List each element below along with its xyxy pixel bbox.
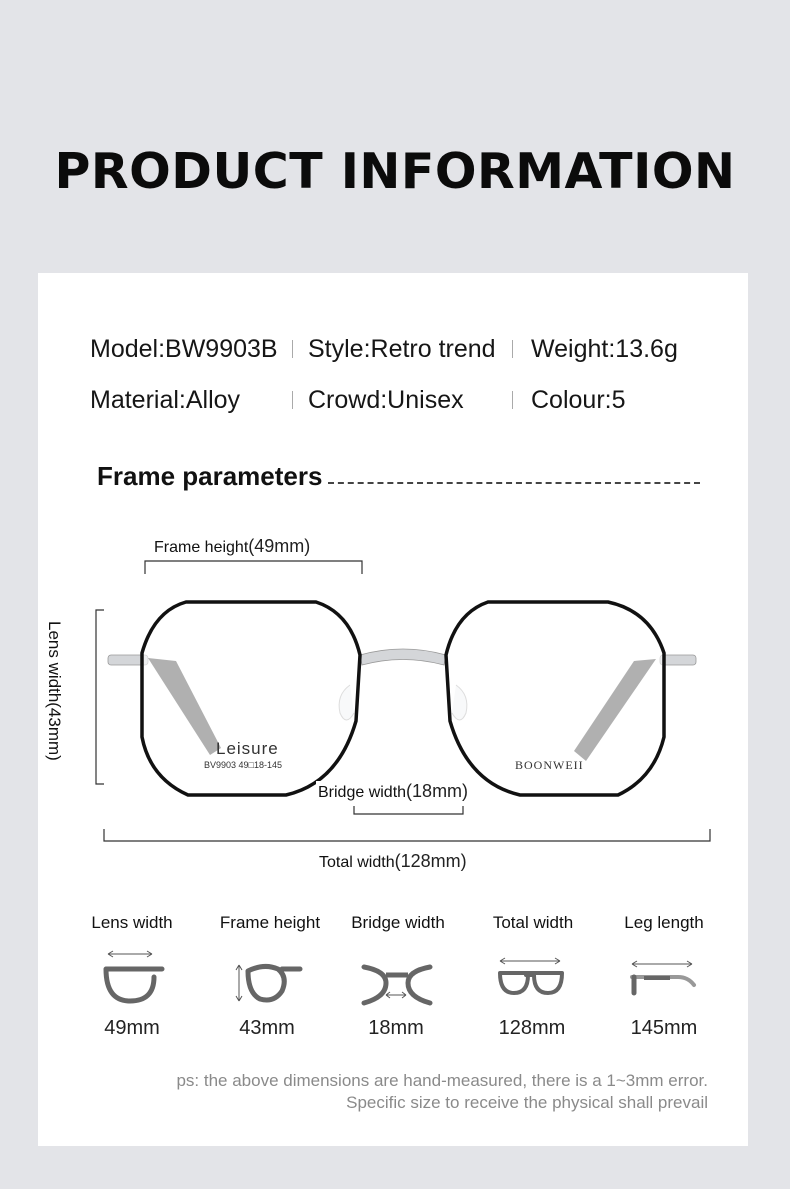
bridge-width-value: (18mm) — [406, 781, 469, 801]
total-width-icon — [500, 958, 562, 993]
measure-label-lens-width: Lens width — [91, 913, 173, 932]
bridge-width-text: Bridge width — [318, 784, 407, 801]
disclaimer-line-1: ps: the above dimensions are hand-measured, there is a 1~3mm error. — [176, 1071, 708, 1090]
bridge-width-icon — [364, 967, 430, 1003]
frame-height-text: Frame height — [154, 539, 249, 556]
spec-material: Material:Alloy — [90, 386, 241, 414]
spec-model: Model:BW9903B — [90, 335, 278, 363]
lens-width-icon — [106, 951, 162, 1001]
spec-colour: Colour:5 — [531, 386, 626, 414]
total-width-text: Total width — [319, 854, 395, 871]
measure-label-bridge-width: Bridge width — [351, 913, 445, 932]
disclaimer-line-2: Specific size to receive the physical shall prevail — [346, 1093, 708, 1112]
measure-value-leg-length: 145mm — [630, 1017, 698, 1039]
measure-label-frame-height: Frame height — [219, 913, 321, 932]
spec-crowd: Crowd:Unisex — [308, 386, 464, 414]
total-width-value: (128mm) — [394, 851, 467, 871]
page-title: PRODUCT INFORMATION — [54, 143, 736, 200]
frame-height-value: (49mm) — [248, 536, 311, 556]
measure-label-total-width: Total width — [492, 913, 574, 932]
lens-width-label: Lens width(43mm) — [45, 621, 64, 761]
frame-height-icon — [236, 965, 300, 1001]
lens-brand: BOONWEII — [515, 758, 584, 772]
measurement-icons — [38, 273, 748, 1033]
measure-label-leg-length: Leg length — [624, 913, 704, 932]
temple-brand: Leisure — [216, 739, 279, 758]
measure-value-lens-width: 49mm — [104, 1017, 160, 1039]
measure-value-total-width: 128mm — [498, 1017, 566, 1039]
measure-value-bridge-width: 18mm — [368, 1017, 424, 1039]
measure-value-frame-height: 43mm — [239, 1017, 295, 1039]
leg-length-icon — [632, 961, 694, 993]
spec-style: Style:Retro trend — [308, 335, 496, 363]
frame-parameters-title: Frame parameters — [97, 461, 323, 491]
temple-code: BV9903 49□18-145 — [204, 760, 282, 770]
product-info-card — [38, 273, 748, 1146]
spec-weight: Weight:13.6g — [531, 335, 678, 363]
